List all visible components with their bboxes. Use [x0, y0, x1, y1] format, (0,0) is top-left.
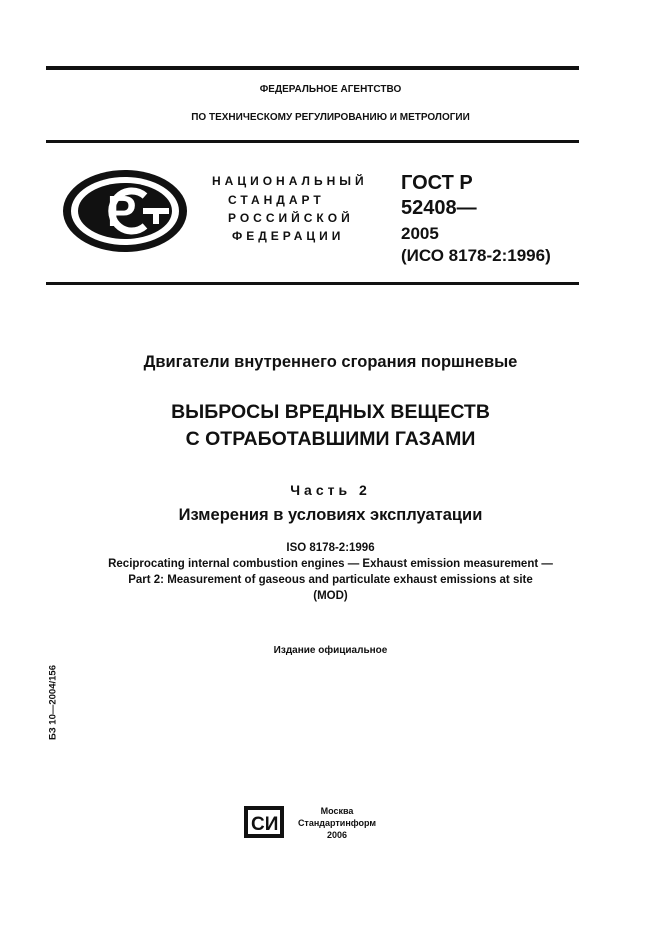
main-title-line-2: С ОТРАБОТАВШИМИ ГАЗАМИ — [185, 428, 476, 450]
english-title-line-2: Part 2: Measurement of gaseous and particulate exhaust emissions at site — [128, 574, 533, 586]
standard-type-line-1: НАЦИОНАЛЬНЫЙ — [212, 174, 368, 188]
publisher-city: Москва — [320, 806, 354, 816]
designation-rule — [46, 282, 579, 285]
standard-number: 52408— — [401, 197, 477, 219]
publisher-year: 2006 — [326, 830, 348, 840]
publisher-name: Стандартинформ — [297, 818, 377, 828]
subject-title: Двигатели внутреннего сгорания поршневые — [143, 353, 518, 371]
iso-reference: (ИСО 8178-2:1996) — [401, 246, 551, 265]
english-title-line-1: Reciprocating internal combustion engines — Exhaust emission measurement — — [108, 558, 553, 570]
svg-text:Р: Р — [107, 187, 137, 236]
header-rule — [46, 140, 579, 143]
side-code: БЗ 10—2004/156 — [47, 665, 59, 740]
standard-year: 2005 — [401, 224, 439, 243]
edition-label: Издание официальное — [273, 645, 388, 656]
top-rule — [46, 66, 579, 70]
iso-designation: ISO 8178-2:1996 — [286, 542, 375, 554]
english-title-line-3: (MOD) — [313, 590, 348, 602]
svg-text:СИ: СИ — [251, 814, 279, 835]
part-number: Часть 2 — [290, 482, 371, 498]
main-title-line-1: ВЫБРОСЫ ВРЕДНЫХ ВЕЩЕСТВ — [171, 401, 490, 423]
publisher-logo — [244, 806, 284, 838]
agency-line-2: ПО ТЕХНИЧЕСКОМУ РЕГУЛИРОВАНИЮ И МЕТРОЛОГИИ — [191, 112, 470, 123]
standard-type-line-3: РОССИЙСКОЙ — [228, 211, 354, 225]
agency-line-1: ФЕДЕРАЛЬНОЕ АГЕНТСТВО — [259, 84, 402, 95]
part-title: Измерения в условиях эксплуатации — [178, 506, 483, 524]
standard-type-line-4: ФЕДЕРАЦИИ — [232, 229, 345, 243]
rostest-logo — [61, 168, 189, 254]
gost-label: ГОСТ Р — [401, 172, 473, 194]
standard-type-line-2: СТАНДАРТ — [228, 193, 325, 207]
